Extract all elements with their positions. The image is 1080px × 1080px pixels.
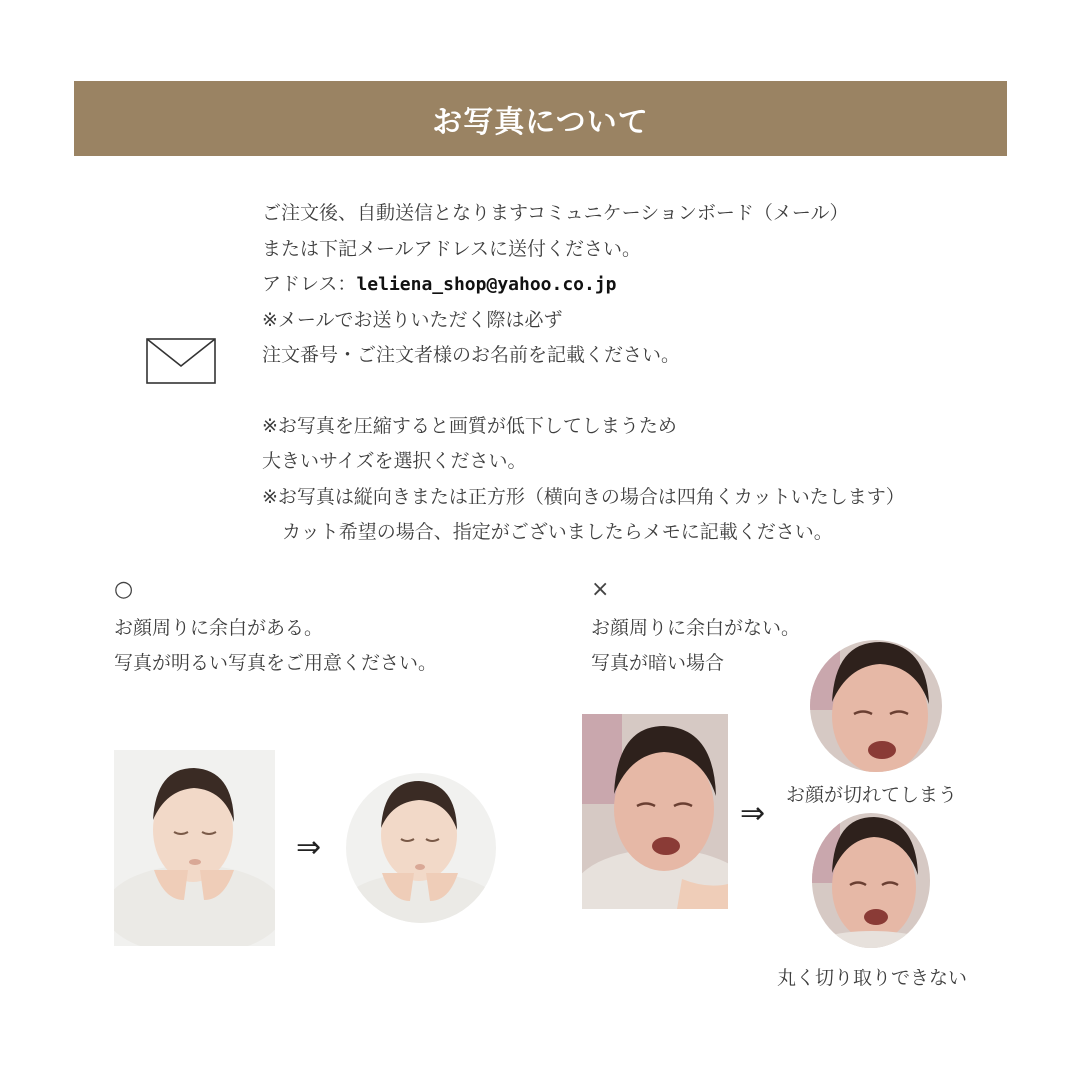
bad-mark: × [591, 577, 610, 602]
page-title: お写真について [432, 104, 649, 140]
instruction-line: ※お写真は縦向きまたは正方形（横向きの場合は四角くカットいたします） [262, 485, 905, 508]
bad-description: お顔周りに余白がない。 [591, 617, 801, 639]
instruction-line: ※お写真を圧縮すると画質が低下してしまうため [262, 414, 677, 437]
good-photo-original [114, 750, 275, 946]
arrow-icon: ⇒ [740, 796, 766, 831]
arrow-icon: ⇒ [296, 830, 322, 865]
instruction-line: カット希望の場合、指定がございましたらメモに記載ください。 [282, 521, 833, 543]
bad-photo-circle-cut [810, 640, 942, 772]
bad-caption-cut: お顔が切れてしまう [786, 784, 958, 806]
good-photo-circle [346, 773, 496, 923]
instruction-line: ご注文後、自動送信となりますコミュニケーションボード（メール） [262, 202, 849, 224]
envelope-icon [146, 338, 216, 384]
instruction-line: ※メールでお送りいただく際は必ず [262, 308, 563, 331]
email-address[interactable]: leliena_shop@yahoo.co.jp [356, 274, 617, 295]
good-mark: ○ [114, 577, 134, 602]
instruction-line: 注文番号・ご注文者様のお名前を記載ください。 [262, 344, 681, 366]
bad-photo-original [582, 714, 728, 909]
bad-description: 写真が暗い場合 [591, 652, 725, 674]
instruction-line: 大きいサイズを選択ください。 [262, 450, 527, 472]
address-line [262, 267, 1042, 303]
good-description: 写真が明るい写真をご用意ください。 [114, 652, 438, 674]
header-banner [74, 81, 1007, 156]
address-label: アドレス： [262, 273, 357, 295]
instruction-line: または下記メールアドレスに送付ください。 [262, 237, 642, 260]
bad-caption-uncroppable: 丸く切り取りできない [777, 967, 968, 989]
instructions-block [262, 196, 1042, 551]
good-description: お顔周りに余白がある。 [114, 617, 324, 639]
bad-photo-circle-uncroppable [812, 813, 930, 948]
